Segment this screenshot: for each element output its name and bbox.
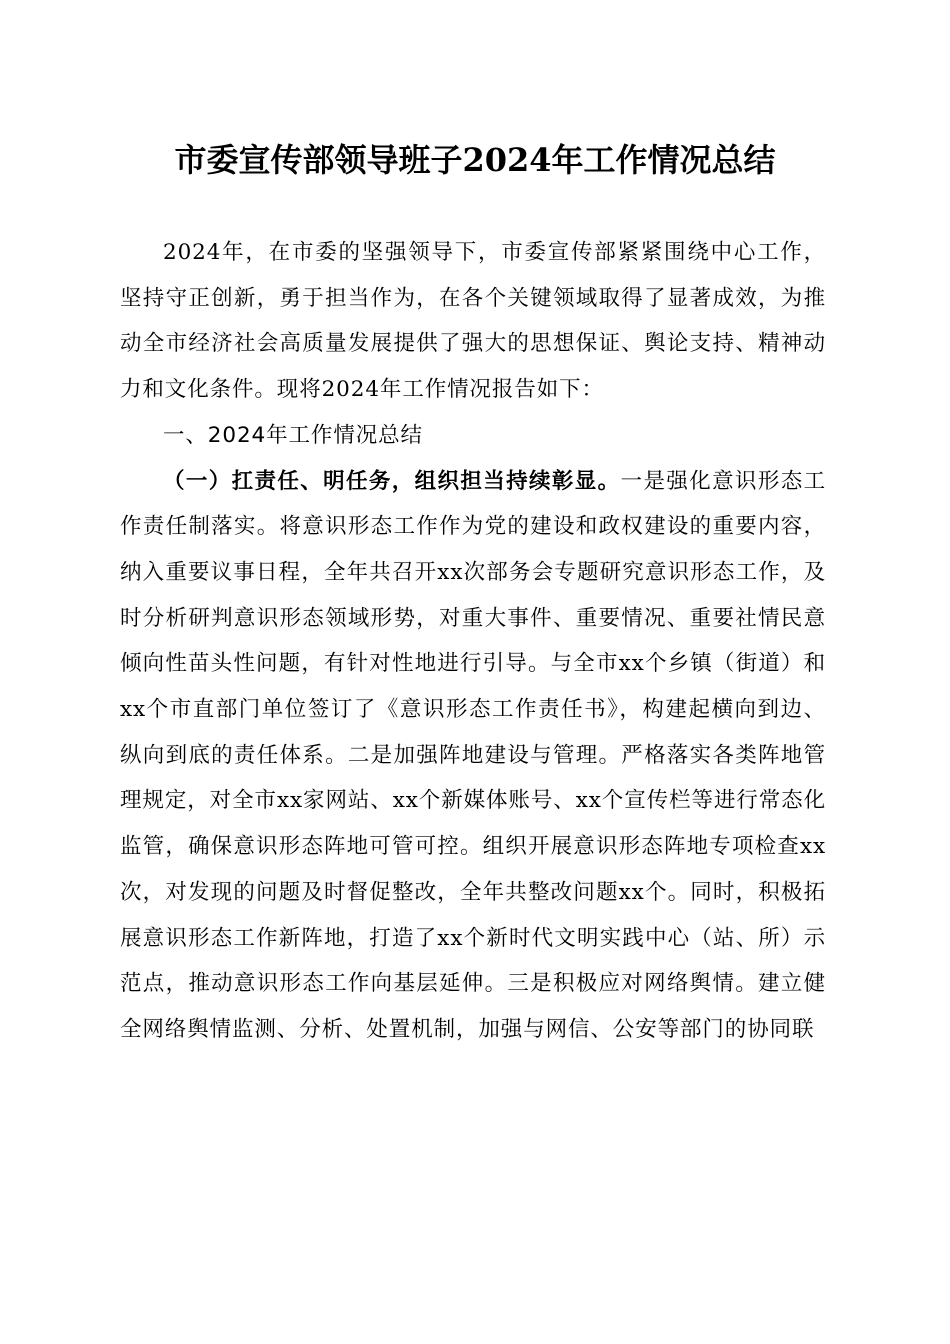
subsection-paragraph xyxy=(120,459,826,1053)
section-heading: 一、2024年工作情况总结 xyxy=(163,422,423,448)
intro-paragraph: 2024年，在市委的坚强领导下，市委宣传部紧紧围绕中心工作，坚持守正创新，勇于担当作为，在各个关键领域取得了显著成效，为推动全市经济社会高质量发展提供了强大的思想保证、舆论支持、精神动力和文化条件。现将2024年工作情况报告如下： xyxy=(120,240,826,403)
subsection-body: 一是强化意识形态工作责任制落实。将意识形态工作作为党的建设和政权建设的重要内容，纳入重要议事日程，全年共召开xx次部务会专题研究意识形态工作，及时分析研判意识形态领域形势，对重大事件、重要情况、重要社情民意倾向性苗头性问题，有针对性地进行引导。与全市xx个乡镇（街道）和xx个市直部门单位签订了《意识形态工作责任书》，构建起横向到边、纵向到底的责任体系。二是加强阵地建设与管理。严格落实各类阵地管理规定，对全市xx家网站、xx个新媒体账号、xx个宣传栏等进行常态化监管，确保意识形态阵地可管可控。组织开展意识形态阵地专项检查xx次，对发现的问题及时督促整改，全年共整改问题xx个。同时，积极拓展意识形态工作新阵地，打造了xx个新时代文明实践中心（站、所）示范点，推动意识形态工作向基层延伸。三是积极应对网络舆情。建立健全网络舆情监测、分析、处置机制，加强与网信、公安等部门的协同联 xyxy=(120,468,826,1042)
document-title: 市委宣传部领导班子2024年工作情况总结 xyxy=(174,141,776,179)
document-body xyxy=(120,230,826,1053)
subsection-heading: （一）扛责任、明任务，组织担当持续彰显。 xyxy=(163,468,621,494)
